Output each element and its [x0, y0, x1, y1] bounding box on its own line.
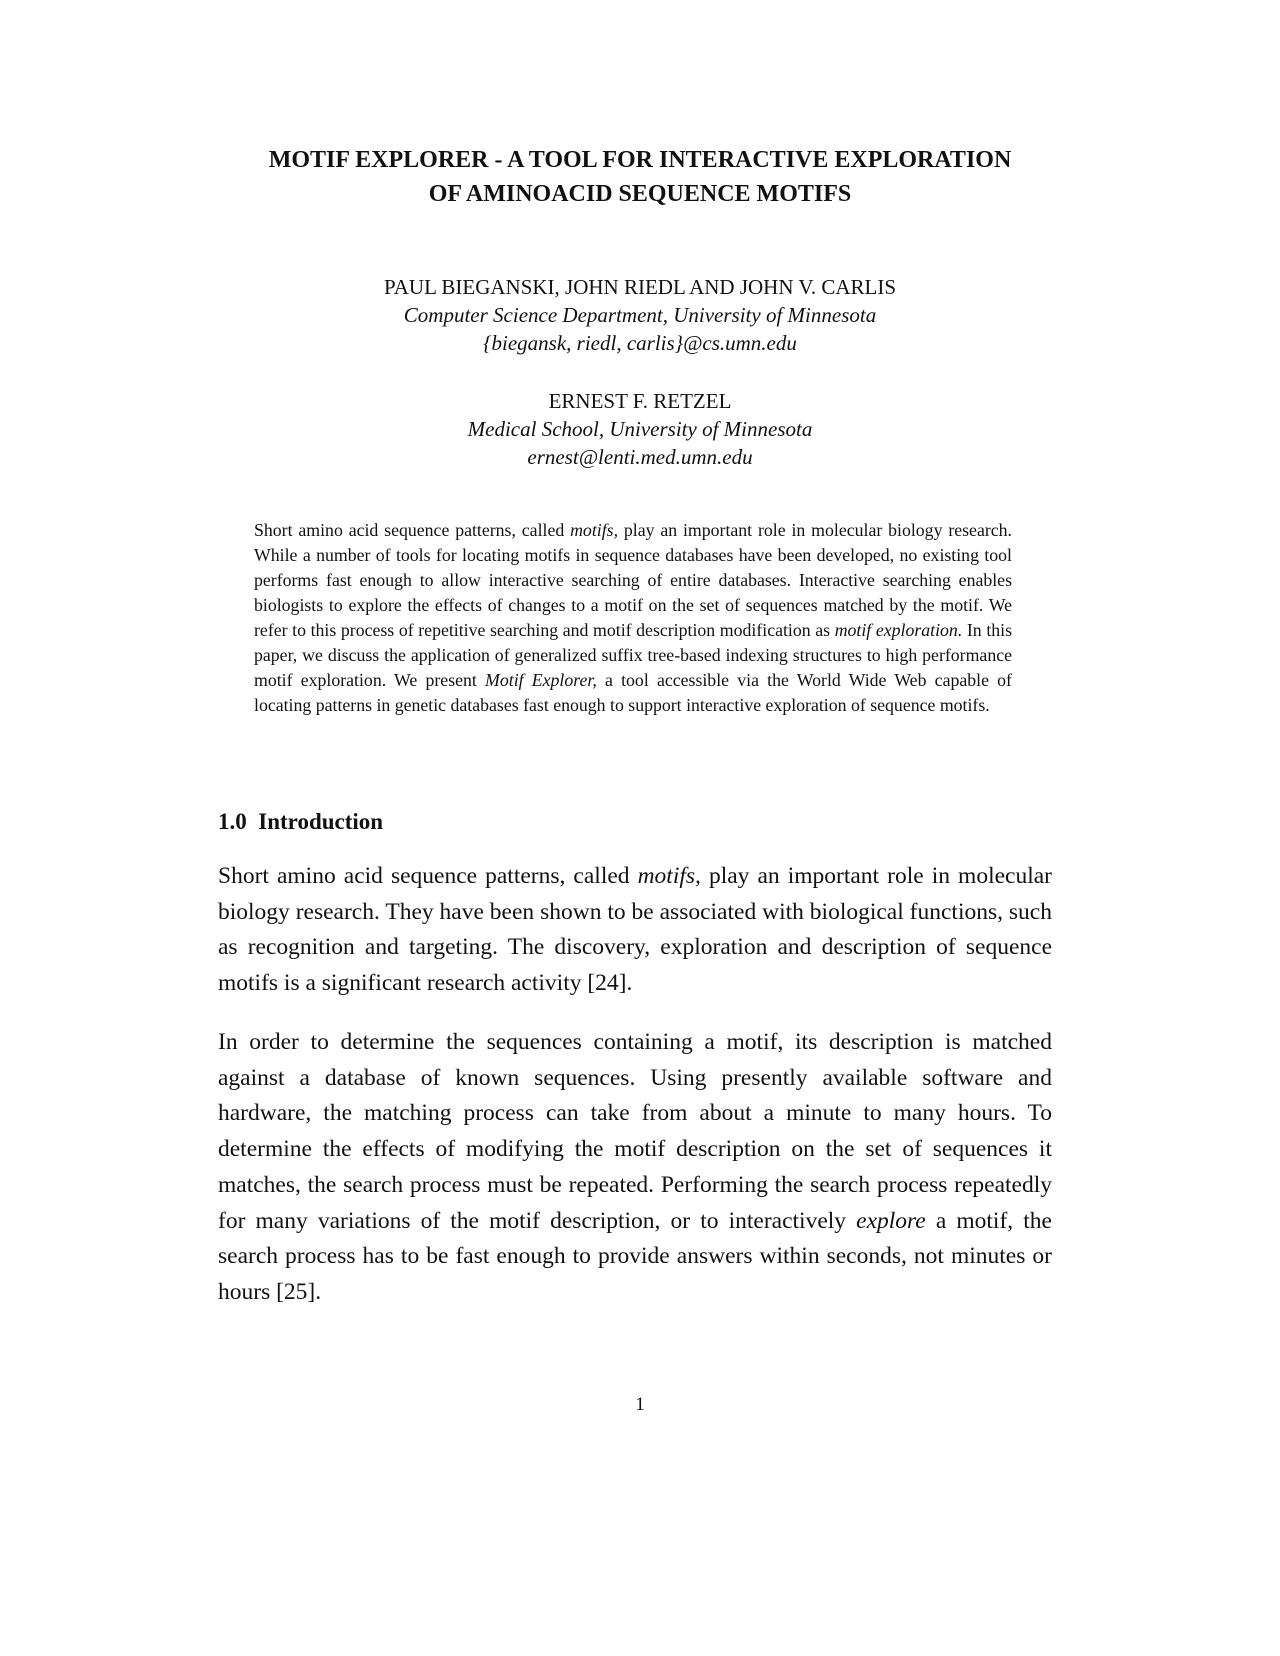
abstract-text-2: play an important role in molecular biology research. While a number of tools for locating motifs in sequence databases have been developed, no existing tool performs fast enough to allow interactive searching of entire databases. Interactive searching enables biologists to explore the effects of changes to a motif on the set of sequences matched by the motif. We refer to this process of repetitive searching and motif description modification as	[254, 520, 1012, 640]
section-number: 1.0	[218, 809, 247, 834]
abstract	[254, 518, 1012, 718]
abstract-paragraph	[254, 518, 1012, 718]
abstract-text-3: In this paper, we discuss the application of generalized suffix tree-based indexing structures to high performance motif exploration. We present	[254, 620, 1013, 690]
author-affiliation: Computer Science Department, University of Minnesota	[403, 303, 877, 327]
abstract-emphasis-motif-exploration: motif exploration.	[834, 620, 963, 640]
paper-title	[140, 143, 1140, 211]
title-line-1: MOTIF EXPLORER - A TOOL FOR INTERACTIVE EXPLORATION	[268, 147, 1012, 173]
abstract-emphasis-motif-explorer: Motif Explorer,	[485, 670, 597, 690]
author-email: ernest@lenti.med.umn.edu	[527, 445, 753, 469]
paragraph-text: play an important role in molecular biology research. They have been shown to be associated with biological functions, such as recognition and targeting. The discovery, exploration and description of sequence motifs is a significant research activity [24].	[218, 863, 1052, 997]
paragraph-emphasis-motifs: motifs,	[637, 863, 701, 889]
author-affiliation: Medical School, University of Minnesota	[467, 417, 813, 441]
body-paragraph-2	[218, 1025, 1052, 1311]
section-heading-introduction	[218, 807, 383, 837]
author-names: ERNEST F. RETZEL	[548, 389, 732, 413]
page-number: 1	[635, 1394, 645, 1415]
abstract-text-1: Short amino acid sequence patterns, called	[254, 520, 571, 540]
abstract-emphasis-motifs: motifs,	[570, 520, 619, 540]
title-line-2: OF AMINOACID SEQUENCE MOTIFS	[428, 181, 852, 207]
abstract-text-4: a tool accessible via the World Wide Web capable of locating patterns in genetic databases fast enough to support interactive exploration of sequence motifs.	[254, 670, 1012, 715]
paragraph-emphasis-explore: explore	[856, 1207, 926, 1234]
author-names: PAUL BIEGANSKI, JOHN RIEDL AND JOHN V. CARLIS	[383, 275, 897, 299]
paragraph-text: Short amino acid sequence patterns, called	[218, 863, 638, 889]
paragraph-text: a motif, the search process has to be fast enough to provide answers within seconds, not minutes or hours [25].	[218, 1207, 1052, 1305]
paragraph-text: In order to determine the sequences containing a motif, its description is matched against a database of known sequences. Using presently available software and hardware, the matching process can take from about a minute to many hours. To determine the effects of modifying the motif description on the set of sequences it matches, the search process must be repeated. Performing the search process repeatedly for many variations of the motif description, or to interactively	[218, 1029, 1052, 1234]
author-block-2	[140, 387, 1140, 471]
section-title: Introduction	[258, 809, 384, 834]
body-paragraph-1	[218, 859, 1052, 1002]
author-block-1	[140, 273, 1140, 357]
author-email: {biegansk, riedl, carlis}@cs.umn.edu	[483, 331, 797, 355]
